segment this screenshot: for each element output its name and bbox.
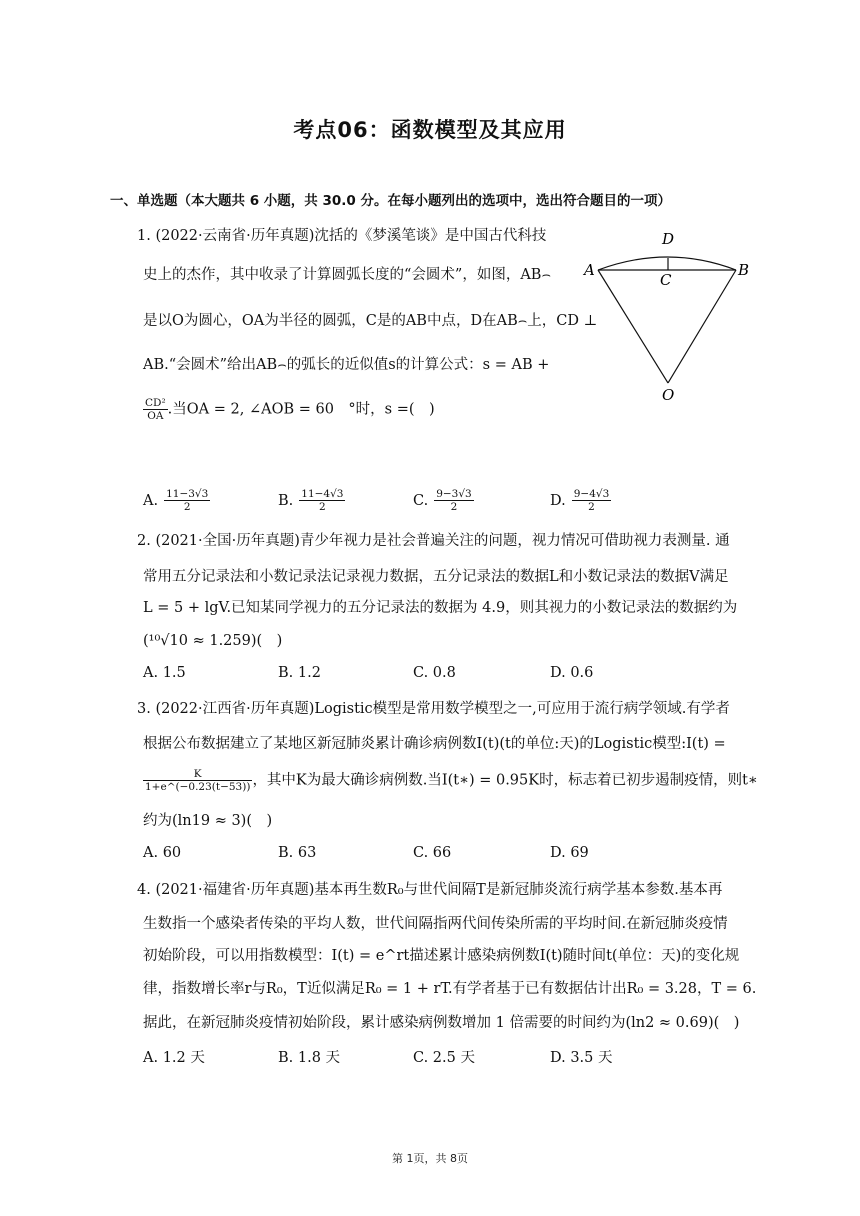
q3-fraction: $\frac{K}{1+e\^{}(-0.23(t-53))}$ [145, 768, 251, 793]
q1-fraction: $\frac{\text{CD²}}{OA}$ [145, 397, 166, 422]
q4-line-3: 初始阶段，可以用指数模型：I(t) = e^rt描述累计感染病例数I(t)随时间t(单位：天)的变化规 [143, 948, 740, 964]
q2-option-a[interactable]: A. 1.5 [143, 665, 186, 681]
q2-line-3: L = 5 + lgV.已知某同学视力的五分记录法的数据为 4.9，则其视力的小数记录法的数据约为 [143, 600, 738, 616]
q3-option-b[interactable]: B. 63 [278, 845, 317, 861]
label-d: D [662, 230, 675, 248]
arc-ab [598, 257, 736, 270]
q4-option-c[interactable]: C. 2.5 天 [413, 1050, 475, 1066]
q1-option-a[interactable]: A. $\frac{11-3√3}{2}$ [143, 488, 209, 513]
q4-line-4: 律，指数增长率r与R₀，T近似满足R₀ = 1 + rT.有学者基于已有数据估计出R₀ = 3.28，T = 6. [143, 981, 757, 997]
q1-line-1: 1. (2022·云南省·历年真题)沈括的《梦溪笔谈》是中国古代科技 [137, 228, 547, 244]
q1-option-d[interactable]: D. $\frac{9-4√3}{2}$ [550, 488, 610, 513]
q2-line-4: (¹⁰√10 ≈ 1.259)( ) [143, 633, 283, 649]
q1-line-2: 史上的杰作，其中收录了计算圆弧长度的“会圆术”，如图，AB⌢ [143, 267, 551, 283]
q3-line-4: 约为(ln19 ≈ 3)( ) [143, 813, 273, 829]
radius-oa [598, 270, 668, 383]
q3-option-c[interactable]: C. 66 [413, 845, 452, 861]
q3-option-a[interactable]: A. 60 [143, 845, 182, 861]
q1-line-4: AB.“会圆术”给出AB⌢的弧长的近似值s的计算公式：s = AB + [143, 357, 550, 373]
q4-option-b[interactable]: B. 1.8 天 [278, 1050, 341, 1066]
q2-line-1: 2. (2021·全国·历年真题)青少年视力是社会普遍关注的问题，视力情况可借助视力表测量. 通 [137, 533, 730, 549]
label-b: B [738, 261, 750, 279]
q3-line-2: 根据公布数据建立了某地区新冠肺炎累计确诊病例数I(t)(t的单位:天)的Logistic模型:I(t) = [143, 736, 726, 752]
label-a: A [584, 261, 595, 279]
label-c: C [660, 271, 672, 289]
q4-option-d[interactable]: D. 3.5 天 [550, 1050, 613, 1066]
q3-option-d[interactable]: D. 69 [550, 845, 589, 861]
q3-line-3: $\frac{K}{1+e\^{}(-0.23(t-53))}$ ，其中K为最大确诊病例数.当I(t∗) = 0.95K时，标志着已初步遏制疫情，则t∗ [145, 768, 758, 793]
q4-line-2: 生数指一个感染者传染的平均人数，世代间隔指两代间传染所需的平均时间.在新冠肺炎疫情 [143, 916, 728, 932]
q1-option-b[interactable]: B. $\frac{11-4√3}{2}$ [278, 488, 344, 513]
q1-option-c[interactable]: C. $\frac{9-3√3}{2}$ [413, 488, 472, 513]
q2-option-c[interactable]: C. 0.8 [413, 665, 456, 681]
q2-option-d[interactable]: D. 0.6 [550, 665, 594, 681]
section-heading: 一、单选题（本大题共 6 小题，共 30.0 分。在每小题列出的选项中，选出符合题目的一项） [110, 193, 672, 209]
q4-line-5: 据此，在新冠肺炎疫情初始阶段，累计感染病例数增加 1 倍需要的时间约为(ln2 ≈ 0.69)( ) [143, 1015, 740, 1031]
q3-line-1: 3. (2022·江西省·历年真题)Logistic模型是常用数学模型之一,可应用于流行病学领域.有学者 [137, 701, 730, 717]
q2-line-2: 常用五分记录法和小数记录法记录视力数据，五分记录法的数据L和小数记录法的数据V满足 [143, 569, 729, 585]
q2-option-b[interactable]: B. 1.2 [278, 665, 321, 681]
q4-line-1: 4. (2021·福建省·历年真题)基本再生数R₀与世代间隔T是新冠肺炎流行病学基本参数.基本再 [137, 882, 723, 898]
label-o: O [662, 386, 675, 404]
q1-line-5: $\frac{\text{CD²}}{OA}$ .当OA = 2, ∠AOB = 60 °时，s =( ) [145, 397, 435, 422]
q4-option-a[interactable]: A. 1.2 天 [143, 1050, 205, 1066]
arc-diagram [580, 228, 760, 408]
page-title: 考点06：函数模型及其应用 [293, 118, 567, 142]
page-footer: 第 1页，共 8页 [392, 1152, 468, 1165]
q1-line-3: 是以O为圆心，OA为半径的圆弧，C是的AB中点，D在AB⌢上，CD ⊥ [143, 313, 598, 329]
radius-ob [668, 270, 736, 383]
